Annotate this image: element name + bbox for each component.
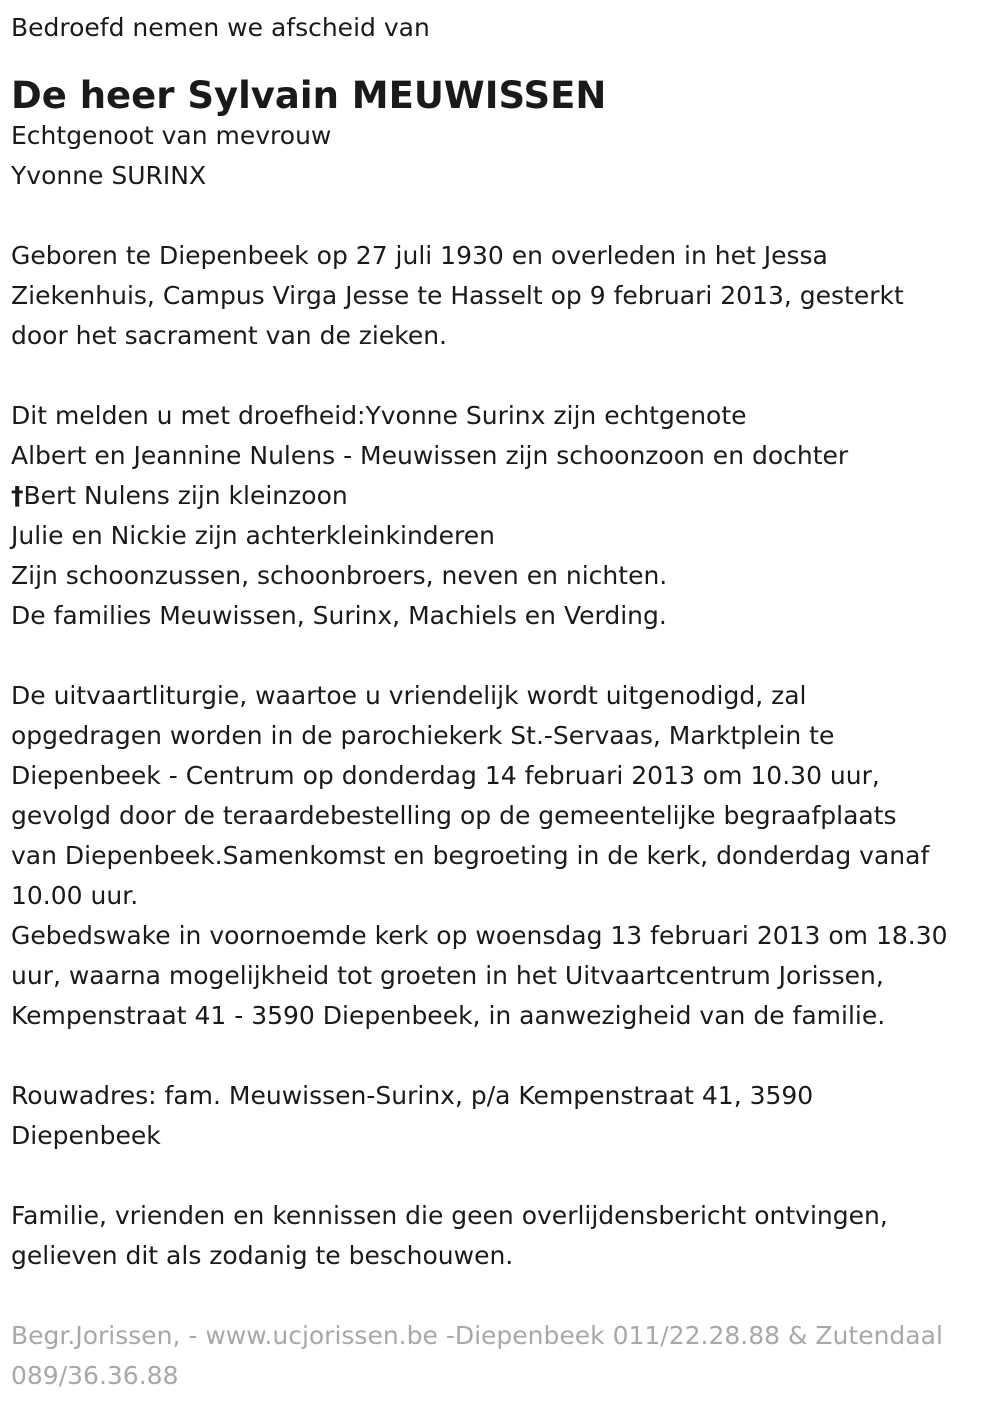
spouse-block — [11, 116, 1000, 196]
cross-icon: † — [11, 481, 24, 510]
birth-death-line: Ziekenhuis, Campus Virga Jesse te Hasselt op 9 februari 2013, gesterkt — [11, 281, 904, 310]
funeral-block — [11, 676, 1000, 1036]
vigil-line: Gebedswake in voornoemde kerk op woensdag 13 februari 2013 om 18.30 — [11, 921, 948, 950]
family-line: Albert en Jeannine Nulens - Meuwissen zijn schoonzoon en dochter — [11, 441, 849, 470]
spacer — [11, 636, 1000, 676]
undertaker-footer — [11, 1316, 1000, 1396]
funeral-line: 10.00 uur. — [11, 881, 139, 910]
address-line: Rouwadres: fam. Meuwissen-Surinx, p/a Kempenstraat 41, 3590 — [11, 1081, 814, 1110]
vigil-line: uur, waarna mogelijkheid tot groeten in het Uitvaartcentrum Jorissen, — [11, 961, 884, 990]
spacer — [11, 1036, 1000, 1076]
spacer — [11, 356, 1000, 396]
birth-death-block — [11, 236, 1000, 356]
birth-death-line: Geboren te Diepenbeek op 27 juli 1930 en overleden in het Jessa — [11, 241, 828, 270]
vigil-line: Kempenstraat 41 - 3590 Diepenbeek, in aanwezigheid van de familie. — [11, 1001, 886, 1030]
funeral-line: van Diepenbeek.Samenkomst en begroeting in de kerk, donderdag vanaf — [11, 841, 930, 870]
family-block — [11, 396, 1000, 636]
notice-line: gelieven dit als zodanig te beschouwen. — [11, 1241, 514, 1270]
funeral-line: gevolgd door de teraardebestelling op de gemeentelijke begraafplaats — [11, 801, 897, 830]
family-line: Zijn schoonzussen, schoonbroers, neven en nichten. — [11, 561, 668, 590]
spacer — [11, 1276, 1000, 1316]
spouse-line: Echtgenoot van mevrouw — [11, 121, 332, 150]
family-line: Dit melden u met droefheid:Yvonne Surinx zijn echtgenote — [11, 401, 747, 430]
address-block — [11, 1076, 1000, 1156]
notice-line: Familie, vrienden en kennissen die geen overlijdensbericht ontvingen, — [11, 1201, 888, 1230]
deceased-name: De heer Sylvain MEUWISSEN — [11, 74, 607, 117]
notice-block — [11, 1196, 1000, 1276]
birth-death-line: door het sacrament van de zieken. — [11, 321, 447, 350]
family-line-deceased-grandson — [11, 476, 1000, 516]
spacer — [11, 196, 1000, 236]
grandson-text: Bert Nulens zijn kleinzoon — [23, 481, 348, 510]
funeral-line: Diepenbeek - Centrum op donderdag 14 februari 2013 om 10.30 uur, — [11, 761, 880, 790]
family-line: Julie en Nickie zijn achterkleinkinderen — [11, 521, 495, 550]
funeral-line: De uitvaartliturgie, waartoe u vriendelijk wordt uitgenodigd, zal — [11, 681, 807, 710]
footer-line: 089/36.36.88 — [11, 1361, 179, 1390]
intro-line: Bedroefd nemen we afscheid van — [11, 13, 430, 42]
family-line: De families Meuwissen, Surinx, Machiels en Verding. — [11, 601, 667, 630]
funeral-line: opgedragen worden in de parochiekerk St.-Servaas, Marktplein te — [11, 721, 835, 750]
address-line: Diepenbeek — [11, 1121, 161, 1150]
spouse-name: Yvonne SURINX — [11, 161, 207, 190]
footer-line: Begr.Jorissen, - www.ucjorissen.be -Diepenbeek 011/22.28.88 & Zutendaal — [11, 1321, 943, 1350]
spacer — [11, 1156, 1000, 1196]
